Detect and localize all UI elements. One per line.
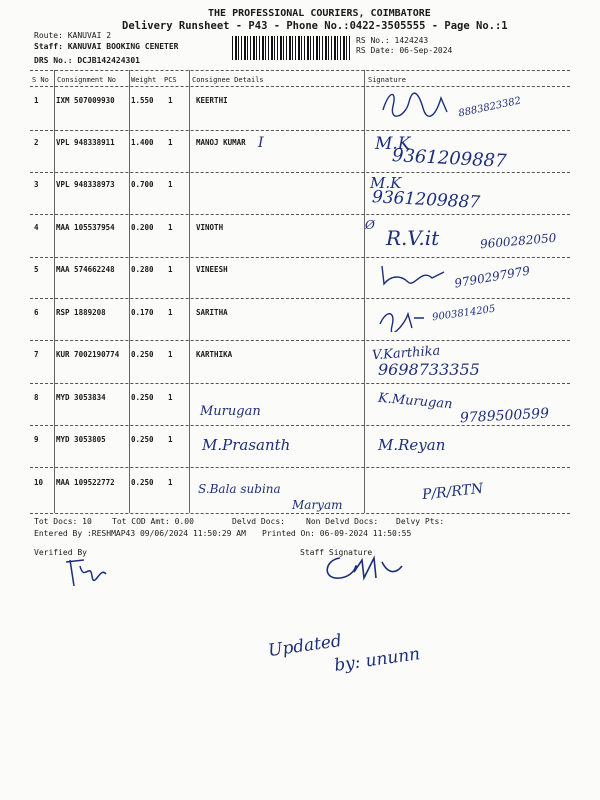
row-weight: 0.170 xyxy=(131,308,154,317)
handwritten-rtn: P/R/RTN xyxy=(421,480,484,504)
handwritten-phone-5: 9790297979 xyxy=(453,263,531,291)
signature-scribble-5 xyxy=(372,262,452,288)
signature-scribble-6 xyxy=(374,304,430,332)
row-sno: 1 xyxy=(34,96,39,105)
row-sno: 3 xyxy=(34,180,39,189)
staff: Staff: KANUVAI BOOKING CENETER xyxy=(34,42,179,51)
staff-signature-mark xyxy=(318,550,418,586)
row-sno: 8 xyxy=(34,393,39,402)
handwritten-updated-by: by: ununn xyxy=(333,644,422,676)
handwritten-consignee-10: S.Bala subina xyxy=(198,482,281,496)
barcode-image xyxy=(232,36,352,60)
handwritten-signature-8: K.Murugan xyxy=(377,390,454,413)
handwritten-updated: Updated xyxy=(266,630,344,662)
row-pcs: 1 xyxy=(168,96,173,105)
row-consignment: MYD 3053805 xyxy=(56,435,106,444)
row-consignee: KEERTHI xyxy=(196,96,228,105)
handwritten-phone-4: 9600282050 xyxy=(479,230,557,252)
row-consignee: VINOTH xyxy=(196,223,224,232)
handwritten-signature-2: M.K xyxy=(375,134,411,154)
col-pcs: PCS xyxy=(164,76,177,84)
row-consignment: KUR 7002190774 xyxy=(56,350,120,359)
handwritten-mark-4: Ø xyxy=(365,218,375,232)
row-consignment: MAA 109522772 xyxy=(56,478,115,487)
handwritten-phone-1: 8883823382 xyxy=(457,95,523,120)
drs-number: DRS No.: DCJB142424301 xyxy=(34,56,140,65)
handwritten-phone-6: 9003814205 xyxy=(431,303,497,324)
verified-by: Verified By xyxy=(34,548,87,557)
verified-signature xyxy=(60,552,120,592)
runsheet-title: Delivery Runsheet - P43 - Phone No.:0422-3505555 - Page No.:1 xyxy=(122,20,508,32)
col-signature: Signature xyxy=(368,76,406,84)
row-sno: 5 xyxy=(34,265,39,274)
handwritten-signature-7: V.Karthika xyxy=(371,343,441,364)
row-consignment: RSP 1889208 xyxy=(56,308,106,317)
entered-by: Entered By :RESHMAP43 09/06/2024 11:50:29 AM xyxy=(34,529,246,538)
col-weight: Weight xyxy=(131,76,157,84)
row-weight: 0.250 xyxy=(131,478,154,487)
non-delivered-docs: Non Delvd Docs: xyxy=(306,517,379,526)
rs-date: RS Date: 06-Sep-2024 xyxy=(356,46,453,55)
row-consignee: SARITHA xyxy=(196,308,228,317)
row-pcs: 1 xyxy=(168,478,173,487)
row-pcs: 1 xyxy=(168,223,173,232)
company-title: THE PROFESSIONAL COURIERS, COIMBATORE xyxy=(208,8,431,19)
row-weight: 1.550 xyxy=(131,96,154,105)
row-weight: 0.200 xyxy=(131,223,154,232)
row-sno: 6 xyxy=(34,308,39,317)
row-weight: 1.400 xyxy=(131,138,154,147)
total-cod: Tot COD Amt: 0.00 xyxy=(112,517,194,526)
row-consignment: IXM 507009930 xyxy=(56,96,115,105)
row-pcs: 1 xyxy=(168,138,173,147)
col-consignee: Consignee Details xyxy=(192,76,264,84)
signature-scribble-1 xyxy=(375,88,455,124)
handwritten-signature-4: R.V.it xyxy=(386,226,440,250)
row-consignment: MAA 574662248 xyxy=(56,265,115,274)
row-pcs: 1 xyxy=(168,308,173,317)
handwritten-consignee-9: M.Prasanth xyxy=(202,436,291,454)
row-consignment: MAA 105537954 xyxy=(56,223,115,232)
delivery-points: Delvy Pts: xyxy=(396,517,445,526)
col-sno: S No xyxy=(32,76,49,84)
total-docs: Tot Docs: 10 xyxy=(34,517,92,526)
row-weight: 0.250 xyxy=(131,435,154,444)
row-pcs: 1 xyxy=(168,350,173,359)
handwritten-mark-2: I xyxy=(258,135,264,151)
route: Route: KANUVAI 2 xyxy=(34,31,112,40)
row-pcs: 1 xyxy=(168,180,173,189)
row-consignment: VPL 948338911 xyxy=(56,138,115,147)
handwritten-phone-3: 9361209887 xyxy=(371,187,481,213)
handwritten-phone-8: 9789500599 xyxy=(459,405,550,427)
handwritten-phone-2: 9361209887 xyxy=(391,145,508,172)
row-sno: 9 xyxy=(34,435,39,444)
rs-number: RS No.: 1424243 xyxy=(356,36,429,45)
row-weight: 0.250 xyxy=(131,393,154,402)
staff-signature: Staff Signature xyxy=(300,548,373,557)
printed-on: Printed On: 06-09-2024 11:50:55 xyxy=(262,529,412,538)
row-weight: 0.280 xyxy=(131,265,154,274)
row-sno: 2 xyxy=(34,138,39,147)
row-consignee: VINEESH xyxy=(196,265,228,274)
handwritten-consignee-10b: Maryam xyxy=(292,498,343,512)
row-sno: 7 xyxy=(34,350,39,359)
row-consignee: KARTHIKA xyxy=(196,350,233,359)
handwritten-consignee-8: Murugan xyxy=(200,404,261,419)
handwritten-signature-3: M.K xyxy=(370,174,402,192)
row-pcs: 1 xyxy=(168,265,173,274)
row-consignment: MYD 3053834 xyxy=(56,393,106,402)
row-sno: 4 xyxy=(34,223,39,232)
col-consignment: Consignment No xyxy=(57,76,117,84)
row-consignment: VPL 948338973 xyxy=(56,180,115,189)
row-pcs: 1 xyxy=(168,393,173,402)
row-weight: 0.700 xyxy=(131,180,154,189)
handwritten-signature-9: M.Reyan xyxy=(378,436,446,454)
row-pcs: 1 xyxy=(168,435,173,444)
row-sno: 10 xyxy=(34,478,44,487)
row-weight: 0.250 xyxy=(131,350,154,359)
row-consignee: MANOJ KUMAR xyxy=(196,138,246,147)
delivered-docs: Delvd Docs: xyxy=(232,517,285,526)
handwritten-phone-7: 9698733355 xyxy=(378,360,480,379)
